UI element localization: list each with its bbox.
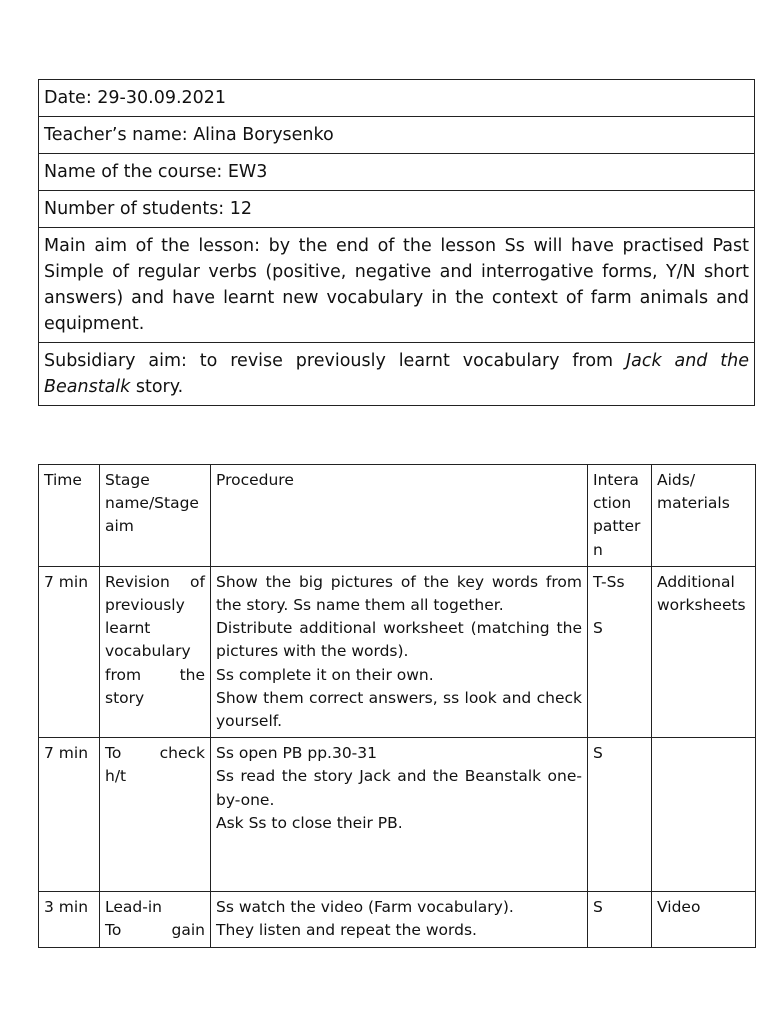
stage-word: Revision	[105, 572, 170, 591]
stage-line: story	[105, 688, 145, 707]
procedure-step: They listen and repeat the words.	[216, 921, 477, 940]
interaction-value: S	[593, 744, 603, 763]
stage-line: vocabulary	[105, 642, 191, 661]
lesson-plan-table	[38, 464, 756, 948]
stage-line: previously	[105, 596, 185, 615]
header-interaction-line: patter	[593, 517, 641, 536]
stage-line	[105, 664, 205, 687]
row-procedure	[211, 892, 588, 947]
teacher-cell: Teacher’s name: Alina Borysenko	[39, 117, 755, 154]
interaction-value: S	[593, 619, 603, 638]
procedure-step: Ask Ss to close their PB.	[216, 813, 403, 832]
header-aids: Aids/ materials	[652, 465, 756, 567]
info-row-subsidiary-aim	[39, 343, 755, 406]
info-row-main-aim	[39, 228, 755, 343]
procedure-step: Ss open PB pp.30-31	[216, 744, 378, 763]
lesson-info-table	[38, 79, 755, 406]
row-interaction	[588, 566, 652, 737]
header-stage: Stage name/Stage aim	[100, 465, 211, 567]
header-interaction-line: Intera	[593, 471, 639, 489]
stage-word: To	[105, 744, 122, 763]
main-aim-cell: Main aim of the lesson: by the end of the lesson Ss will have practised Past Simple of regular verbs (positive, negative and interrogative forms, Y/N short answers) and have learnt new vocabulary in the context of farm animals and equipment.	[39, 228, 755, 343]
stage-word: of	[190, 572, 205, 591]
row-time: 3 min	[39, 892, 100, 947]
stage-line	[105, 571, 205, 594]
procedure-step: Distribute additional worksheet (matching the pictures with the words).	[216, 619, 582, 661]
info-row-course	[39, 154, 755, 191]
subsidiary-aim-cell	[39, 343, 755, 406]
row-interaction	[588, 892, 652, 947]
row-interaction	[588, 738, 652, 892]
procedure-step: Ss watch the video (Farm vocabulary).	[216, 898, 514, 917]
date-cell: Date: 29-30.09.2021	[39, 80, 755, 117]
students-cell: Number of students: 12	[39, 191, 755, 228]
subsidiary-aim-prefix: Subsidiary aim: to revise previously learnt vocabulary from	[44, 351, 626, 371]
stage-line: h/t	[105, 767, 127, 786]
row-time: 7 min	[39, 566, 100, 737]
stage-word: To	[105, 921, 122, 940]
procedure-step: Ss complete it on their own.	[216, 665, 434, 684]
header-time: Time	[39, 465, 100, 567]
plan-row	[39, 892, 756, 947]
header-interaction-line: ction	[593, 494, 632, 513]
stage-word: gain	[171, 921, 205, 940]
plan-header-row	[39, 465, 756, 567]
row-stage	[100, 892, 211, 947]
course-cell: Name of the course: EW3	[39, 154, 755, 191]
stage-line	[105, 742, 205, 765]
row-stage	[100, 566, 211, 737]
info-row-students	[39, 191, 755, 228]
row-stage	[100, 738, 211, 892]
procedure-step: Show them correct answers, ss look and check yourself.	[216, 688, 582, 731]
info-row-teacher	[39, 117, 755, 154]
plan-row	[39, 738, 756, 892]
subsidiary-aim-suffix: story.	[130, 377, 184, 397]
header-interaction-line: n	[593, 540, 603, 559]
stage-line: Lead-in	[105, 898, 162, 917]
row-aids: Video	[652, 892, 756, 947]
row-aids	[652, 738, 756, 892]
interaction-value: T-Ss	[593, 572, 625, 591]
stage-line	[105, 919, 205, 942]
interaction-spacer	[593, 594, 646, 617]
stage-word: check	[159, 744, 205, 763]
row-procedure	[211, 566, 588, 737]
story-title: Jack and the Beanstalk	[44, 351, 749, 397]
stage-line: learnt	[105, 619, 151, 638]
row-time: 7 min	[39, 738, 100, 892]
header-procedure: Procedure	[211, 465, 588, 567]
stage-word: the	[179, 665, 205, 684]
interaction-value: S	[593, 898, 603, 917]
procedure-step: Show the big pictures of the key words from the story. Ss name them all together.	[216, 572, 582, 615]
plan-row	[39, 566, 756, 737]
stage-word: from	[105, 665, 142, 684]
row-procedure	[211, 738, 588, 892]
header-interaction	[588, 465, 652, 567]
info-row-date	[39, 80, 755, 117]
row-aids: Additional worksheets	[652, 566, 756, 737]
procedure-step: Ss read the story Jack and the Beanstalk one-by-one.	[216, 767, 582, 809]
